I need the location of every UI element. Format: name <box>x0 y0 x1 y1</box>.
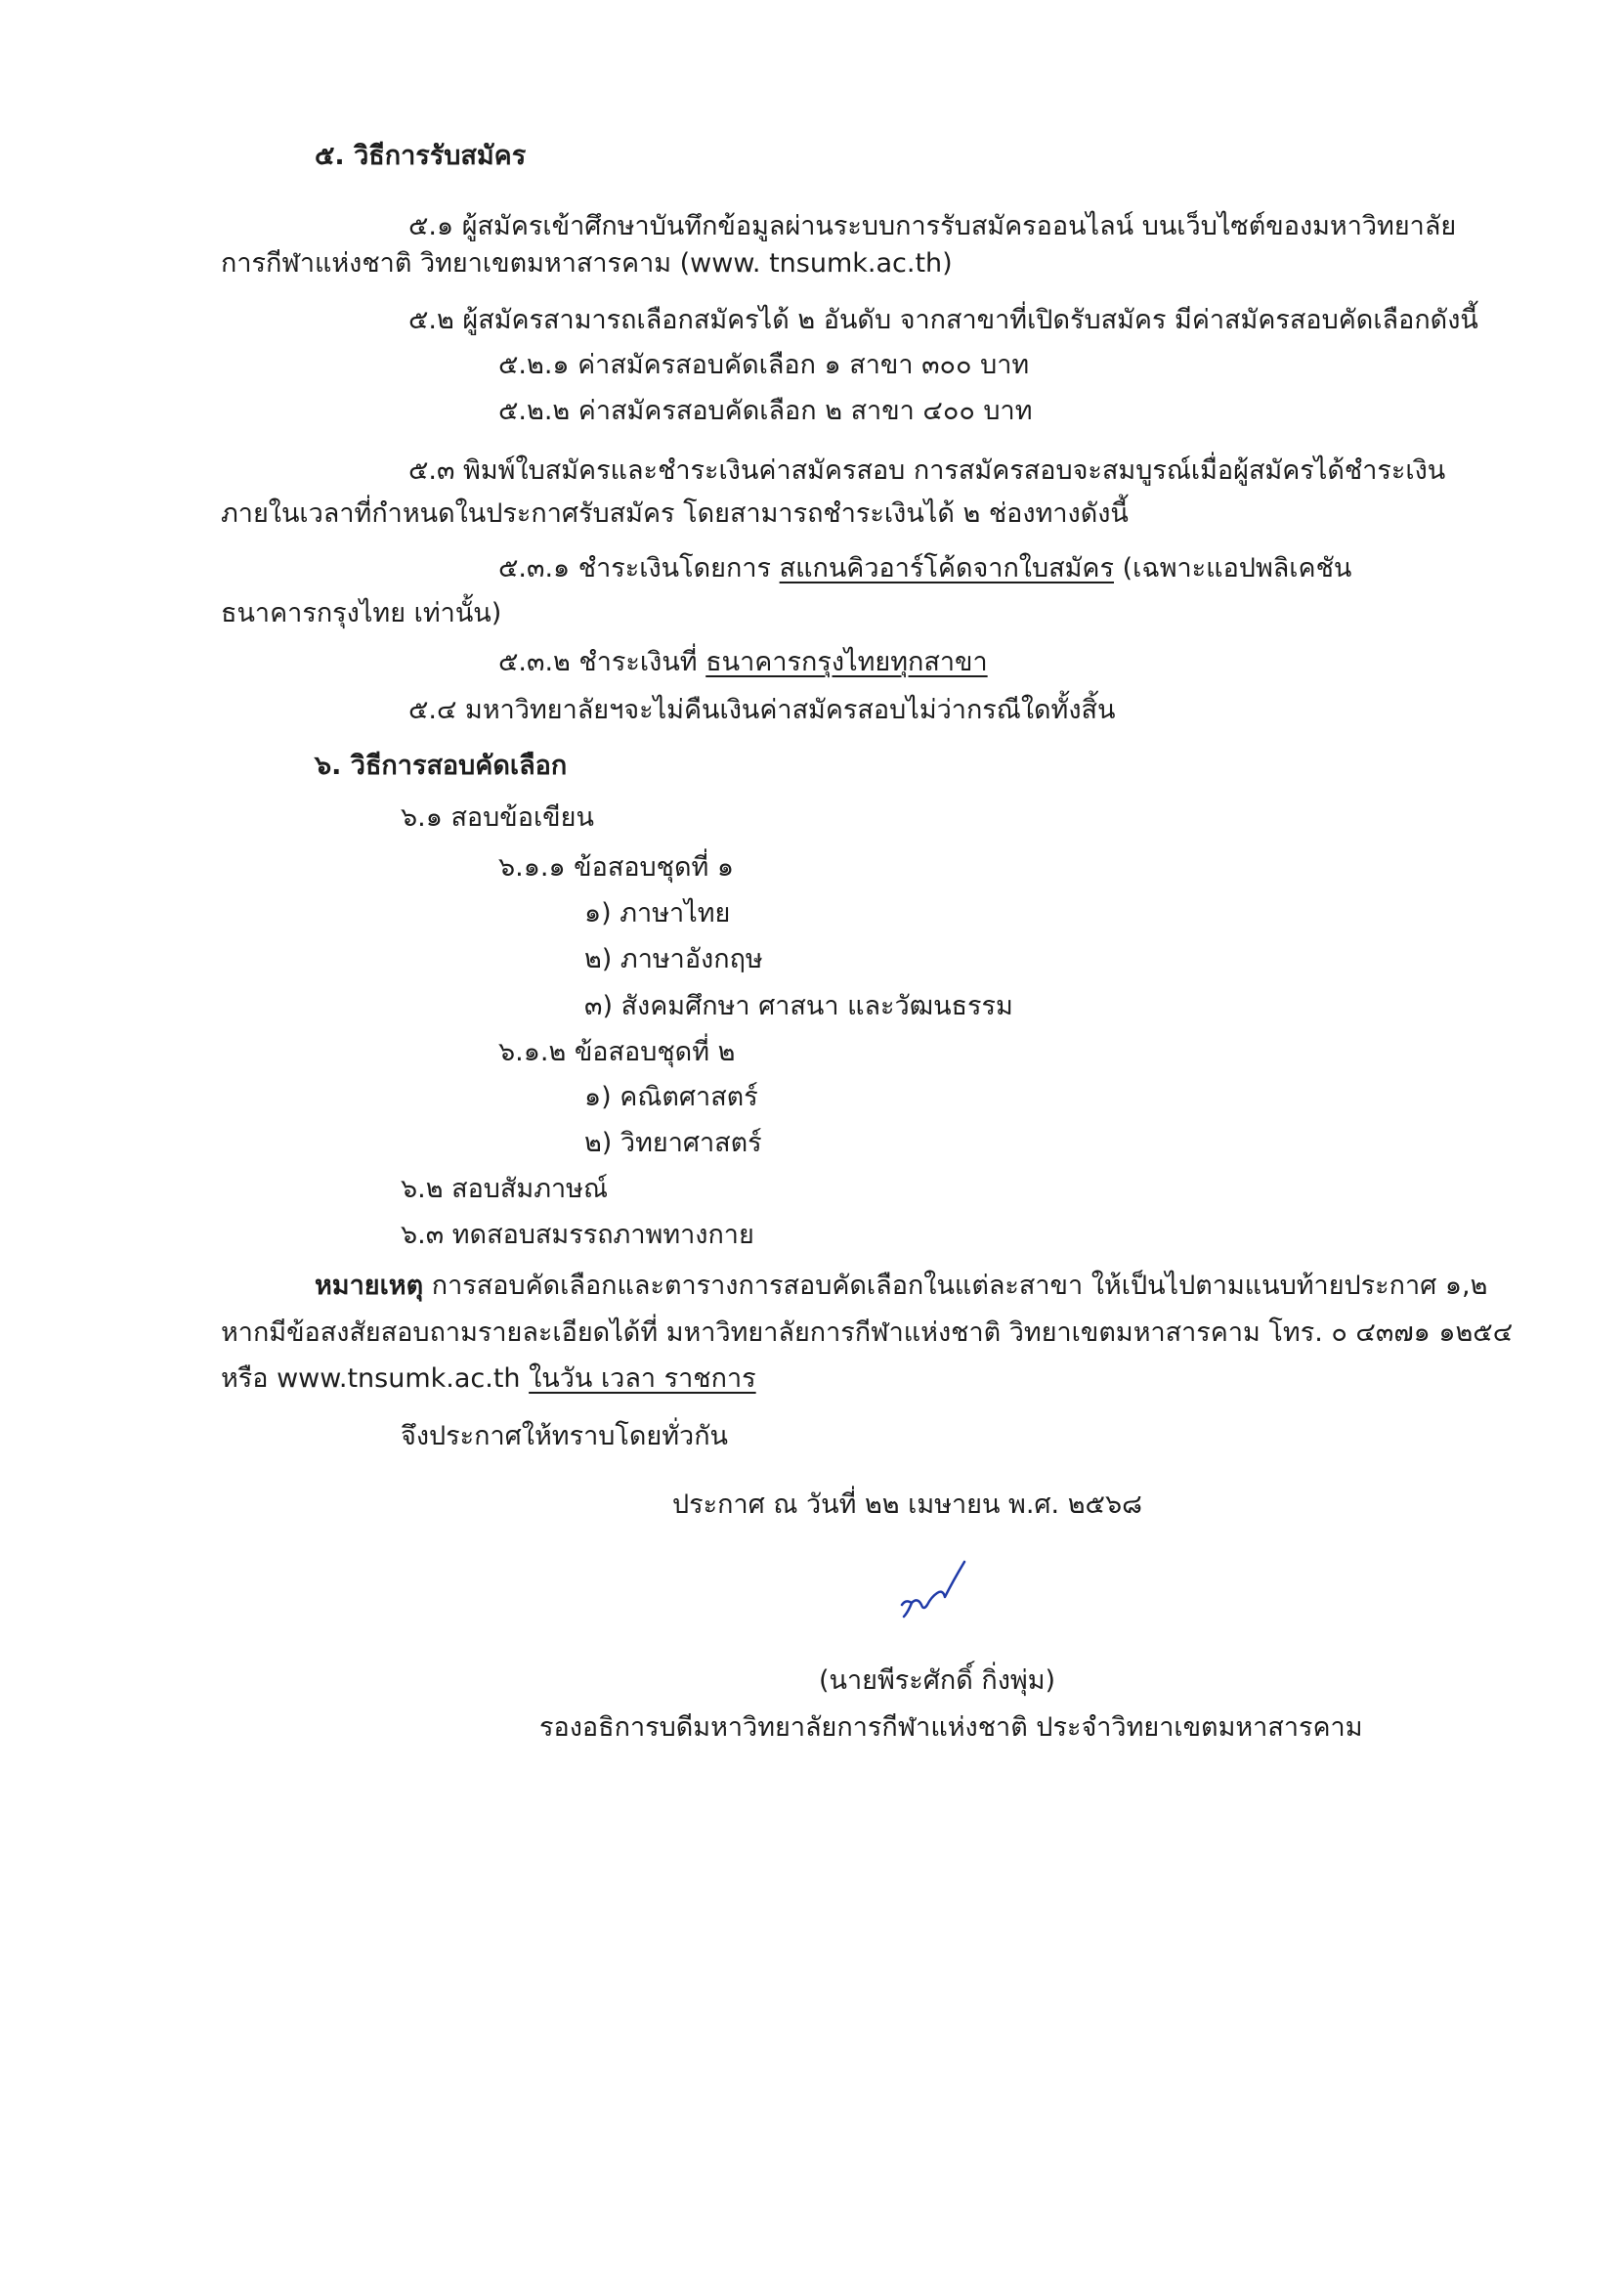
section5-2: ๕.๒ ผู้สมัครสามารถเลือกสมัครได้ ๒ อันดับ จากสาขาที่เปิดรับสมัคร มีค่าสมัครสอบคัดเลือกดังนี้ <box>408 305 1478 335</box>
exam-set2-item2: ๒) วิทยาศาสตร์ <box>584 1128 762 1158</box>
closing-statement: จึงประกาศให้ทราบโดยทั่วกัน <box>401 1421 728 1451</box>
section5-3-1-line1 <box>498 549 1351 588</box>
section5-heading: ๕. วิธีการรับสมัคร <box>315 141 527 171</box>
signature-mark <box>894 1554 992 1632</box>
section6-1-2: ๖.๑.๒ ข้อสอบชุดที่ ๒ <box>498 1037 736 1067</box>
signer-name: (นายพีระศักดิ์ กิ่งพุ่ม) <box>819 1665 1056 1696</box>
section5-3-2-prefix: ๕.๓.๒ ชำระเงินที่ <box>498 647 706 677</box>
krungthai-branches-underlined: ธนาคารกรุงไทยทุกสาขา <box>705 647 988 677</box>
section6-3: ๖.๓ ทดสอบสมรรถภาพทางกาย <box>401 1220 754 1250</box>
section5-3-1-line2: ธนาคารกรุงไทย เท่านั้น) <box>221 598 502 628</box>
section6-1-1: ๖.๑.๑ ข้อสอบชุดที่ ๑ <box>498 852 735 883</box>
note-line3-prefix: หรือ www.tnsumk.ac.th <box>221 1363 530 1394</box>
section5-2-1: ๕.๒.๑ ค่าสมัครสอบคัดเลือก ๑ สาขา ๓๐๐ บาท <box>498 350 1030 380</box>
section5-4: ๕.๔ มหาวิทยาลัยฯจะไม่คืนเงินค่าสมัครสอบไม่ว่ากรณีใดทั้งสิ้น <box>408 695 1116 725</box>
section6-heading: ๖. วิธีการสอบคัดเลือก <box>315 751 568 781</box>
section6-2: ๖.๒ สอบสัมภาษณ์ <box>401 1174 609 1204</box>
section5-3-line2: ภายในเวลาที่กำหนดในประกาศรับสมัคร โดยสามารถชำระเงินได้ ๒ ช่องทางดังนี้ <box>221 498 1129 529</box>
exam-set2-item1: ๑) คณิตศาสตร์ <box>584 1082 758 1112</box>
exam-set1-item3: ๓) สังคมศึกษา ศาสนา และวัฒนธรรม <box>584 991 1013 1021</box>
note-label: หมายเหตุ <box>315 1271 424 1301</box>
office-hours-underlined: ในวัน เวลา ราชการ <box>529 1363 756 1394</box>
section5-3-2 <box>498 643 988 682</box>
section5-1-line1: ๕.๑ ผู้สมัครเข้าศึกษาบันทึกข้อมูลผ่านระบบการรับสมัครออนไลน์ บนเว็บไซต์ของมหาวิทยาลัย <box>408 211 1457 241</box>
section5-2-2: ๕.๒.๒ ค่าสมัครสอบคัดเลือก ๒ สาขา ๔๐๐ บาท <box>498 396 1033 426</box>
section5-3-1-prefix: ๕.๓.๑ ชำระเงินโดยการ <box>498 553 780 583</box>
qr-scan-underlined: สแกนคิวอาร์โค้ดจากใบสมัคร <box>779 553 1114 583</box>
section6-1: ๖.๑ สอบข้อเขียน <box>401 802 594 833</box>
note-text: การสอบคัดเลือกและตารางการสอบคัดเลือกในแต่ละสาขา ให้เป็นไปตามแนบท้ายประกาศ ๑,๒ <box>423 1271 1488 1301</box>
announcement-date: ประกาศ ณ วันที่ ๒๒ เมษายน พ.ศ. ๒๕๖๘ <box>672 1489 1142 1520</box>
section5-3-line1: ๕.๓ พิมพ์ใบสมัครและชำระเงินค่าสมัครสอบ การสมัครสอบจะสมบูรณ์เมื่อผู้สมัครได้ชำระเงิน <box>408 455 1446 486</box>
signer-title: รองอธิการบดีมหาวิทยาลัยการกีฬาแห่งชาติ ประจำวิทยาเขตมหาสารคาม <box>539 1712 1363 1743</box>
exam-set1-item1: ๑) ภาษาไทย <box>584 898 731 928</box>
section5-1-line2: การกีฬาแห่งชาติ วิทยาเขตมหาสารคาม (www. tnsumk.ac.th) <box>221 248 953 279</box>
section5-3-1-suffix: (เฉพาะแอปพลิเคชัน <box>1113 553 1352 583</box>
note-line1 <box>315 1267 1487 1306</box>
note-line3 <box>221 1360 756 1399</box>
exam-set1-item2: ๒) ภาษาอังกฤษ <box>584 944 763 974</box>
note-line2: หากมีข้อสงสัยสอบถามรายละเอียดได้ที่ มหาวิทยาลัยการกีฬาแห่งชาติ วิทยาเขตมหาสารคาม โทร. ๐ ๔๓๗๑ ๑๒๕๔ <box>221 1317 1514 1348</box>
